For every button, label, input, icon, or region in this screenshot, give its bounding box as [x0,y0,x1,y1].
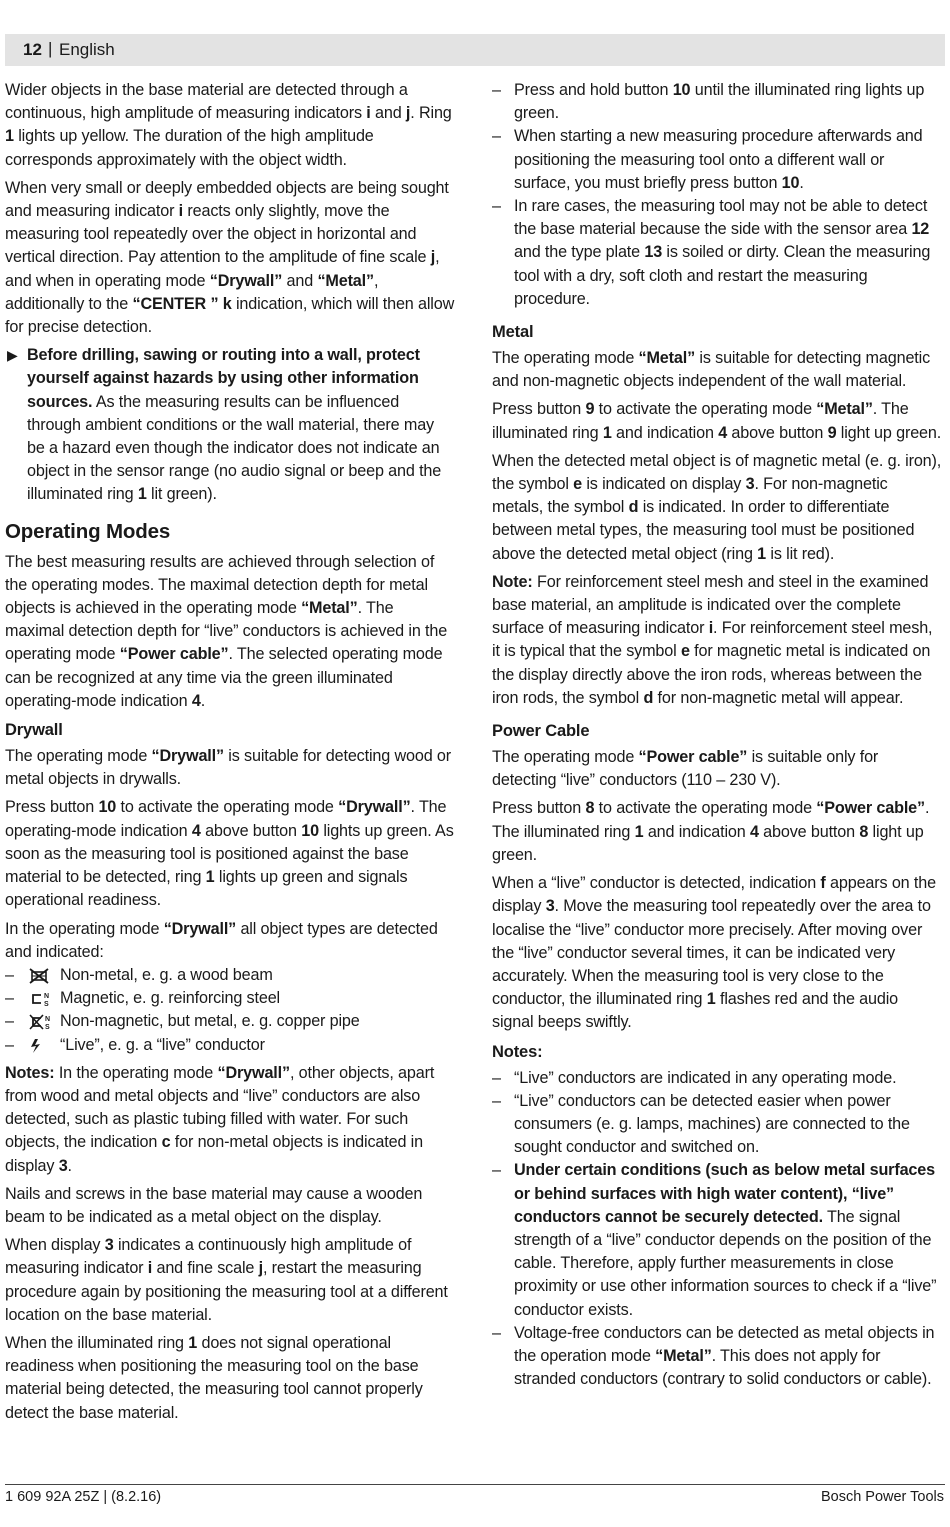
list-item [5,1034,456,1057]
live-icon [27,1038,51,1054]
readiness-list [492,79,943,311]
magnetic-icon [27,991,51,1007]
paragraph-metal-symbols: When the detected metal object is of magnetic metal (e. g. iron), the symbol e is indicated on display 3. For non-magnetic metals, the symbol d is indicated. In order to differentiate between metal types, the measuring tool must be positioned above the detected metal object (ring 1 is lit red). [492,451,942,563]
heading-notes: Notes: [492,1042,543,1061]
list-item [5,987,456,1010]
dash: – [5,965,14,984]
dash: – [5,989,14,1008]
header-separator: | [48,39,53,58]
dash: – [492,1323,501,1342]
warning-triangle-icon: ▶ [7,347,18,364]
dash: – [492,1068,501,1087]
dash: – [492,1091,501,1110]
paragraph-metal-activate: Press button 9 to activate the operating mode “Metal”. The illuminated ring 1 and indication 4 above button 9 light up green. [492,400,942,442]
list-item [492,1322,943,1392]
list-item-text: Voltage-free conductors can be detected as metal objects in the operation mode “Metal”. This does not apply for stranded conductors (contrary to solid conductors or cable). [514,1323,935,1389]
notes-list [492,1067,943,1392]
paragraph-power-detected: When a “live” conductor is detected, indication f appears on the display 3. Move the measuring tool repeatedly over the area to localise the “live” conductor more precisely. After moving over the “live” conductor several times, it can be indicated very accurately. When the measuring tool is very close to the conductor, the illuminated ring 1 flashes red and the audio signal beeps swiftly. [492,874,936,1032]
list-item [492,195,943,311]
object-type-text: “Live”, e. g. a “live” conductor [60,1035,265,1054]
warning-text: Before drilling, sawing or routing into a wall, protect yourself against hazards by using other information sources. As the measuring results can be influenced through ambient conditions or the wall material, there may be a hazard even though the indicator does not indicate an object in the sensor range (no audio signal or beep and the illuminated ring 1 lit green). [27,346,442,504]
list-item-text: “Live” conductors are indicated in any operating mode. [514,1068,897,1087]
dash: – [492,127,501,146]
brand-name: Bosch Power Tools [820,1489,944,1505]
list-item [5,964,456,987]
heading-metal: Metal [492,323,534,342]
svg-text:S: S [44,1001,49,1008]
list-item [492,125,943,195]
page-header [5,34,945,66]
non-magnetic-metal-icon [27,1014,51,1030]
paragraph-power-suitable: The operating mode “Power cable” is suitable only for detecting “live” conductors (110 – 230 V). [492,748,879,790]
paragraph-operating-modes: The best measuring results are achieved through selection of the operating modes. The maximal detection depth for metal objects is achieved in the operating mode “Metal”. The maximal detection depth for “live” conductors is achieved in the operating mode “Power cable”. The selected operating mode can be recognized at any time via the green illuminated operating-mode indication 4. [5,552,448,710]
list-item [492,1067,943,1090]
list-item [492,1090,943,1160]
document-id: 1 609 92A 25Z | (8.2.16) [5,1489,162,1505]
footer-rule [5,1484,945,1485]
list-item [5,1010,456,1033]
heading-drywall: Drywall [5,721,63,740]
dash: – [5,1035,14,1054]
svg-text:S: S [45,1024,50,1031]
paragraph-drywall-suitable: The operating mode “Drywall” is suitable for detecting wood or metal objects in drywalls. [5,747,452,789]
object-type-text: Non-magnetic, but metal, e. g. copper pipe [60,1012,360,1031]
paragraph-ring-readiness: When the illuminated ring 1 does not signal operational readiness when positioning the measuring tool on the base material being detected, the measuring tool cannot properly detect the base material. [5,1333,423,1422]
list-item-text: “Live” conductors can be detected easier when power consumers (e. g. lamps, machines) are connected to the sought conductor and switched on. [514,1091,910,1157]
list-item [492,1159,943,1321]
paragraph-drywall-notes: Notes: In the operating mode “Drywall”, other objects, apart from wood and metal objects and “live” conductors are also detected, such as plastic tubing filled with water. For such objects, the indication c for non-metal objects is indicated in display 3. [5,1063,435,1175]
dash: – [492,1161,501,1180]
object-type-text: Magnetic, e. g. reinforcing steel [60,989,280,1008]
paragraph-small-objects: When very small or deeply embedded objects are being sought and measuring indicator i reacts only slightly, move the measuring tool repeatedly over the object in horizontal and vertical direction. Pay attention to the amplitude of fine scale j, and when in operating mode “Drywall” and “Metal”, additionally to the “CENTER ” k indication, which will then allow for precise detection. [5,178,455,337]
svg-text:N: N [44,993,49,1001]
paragraph-nails: Nails and screws in the base material may cause a wooden beam to be indicated as a metal object on the display. [5,1184,423,1226]
list-item-text: In rare cases, the measuring tool may not be able to detect the base material because the side with the sensor area 12 and the type plate 13 is soiled or dirty. Clean the measuring tool with a dry, soft cloth and restart the measuring procedure. [514,197,931,308]
heading-operating-modes: Operating Modes [5,519,171,543]
paragraph-metal-suitable: The operating mode “Metal” is suitable for detecting magnetic and non-magnetic objects independent of the wall material. [492,349,931,391]
object-type-text: Non-metal, e. g. a wood beam [60,965,273,984]
dash: – [492,81,501,99]
list-item [492,79,943,125]
object-type-list [5,964,456,1057]
language-label: English [59,40,115,59]
left-column [5,79,456,1430]
right-column [492,79,943,1396]
page-number: 12 [23,40,42,59]
paragraph-power-activate: Press button 8 to activate the operating mode “Power cable”. The illuminated ring 1 and indication 4 above button 8 light up green. [492,799,930,864]
paragraph-metal-note: Note: For reinforcement steel mesh and steel in the examined base material, an amplitude is indicated over the complete surface of measuring indicator i. For reinforcement steel mesh, it is typical that the symbol e for magnetic metal is indicated on the display directly above the iron rods, whereas between the iron rods, the symbol d for non-magnetic metal will appear. [492,572,933,707]
list-item-text: Press and hold button 10 until the illuminated ring lights up green. [514,81,925,123]
svg-text:N: N [45,1016,50,1024]
list-item-text: Under certain conditions (such as below metal surfaces or behind surfaces with high water content), “live” conductors cannot be securely detected. The signal strength of a “live” conductor depends on the position of the cable. Therefore, apply further measurements in close proximity or use other information sources to check if a “live” conductor exists. [514,1161,937,1319]
list-item-text: When starting a new measuring procedure afterwards and positioning the measuring tool onto a different wall or surface, you must briefly press button 10. [514,127,923,192]
paragraph-display-restart: When display 3 indicates a continuously high amplitude of measuring indicator i and fine scale j, restart the measuring procedure again by positioning the measuring tool at a different location on the base material. [5,1236,448,1324]
paragraph-drywall-types: In the operating mode “Drywall” all object types are detected and indicated: [5,919,438,961]
heading-power-cable: Power Cable [492,722,590,741]
non-metal-icon [27,968,51,984]
paragraph-wider-objects: Wider objects in the base material are detected through a continuous, high amplitude of measuring indicators i and j. Ring 1 lights up yellow. The duration of the high amplitude corresponds approximately with the object width. [5,81,452,169]
paragraph-drywall-activate: Press button 10 to activate the operating mode “Drywall”. The operating-mode indication 4 above button 10 lights up green. As soon as the measuring tool is positioned against the base material to be detected, ring 1 lights up green and signals operational readiness. [5,798,454,910]
dash: – [492,197,501,216]
dash: – [5,1012,14,1031]
safety-warning [5,344,456,506]
